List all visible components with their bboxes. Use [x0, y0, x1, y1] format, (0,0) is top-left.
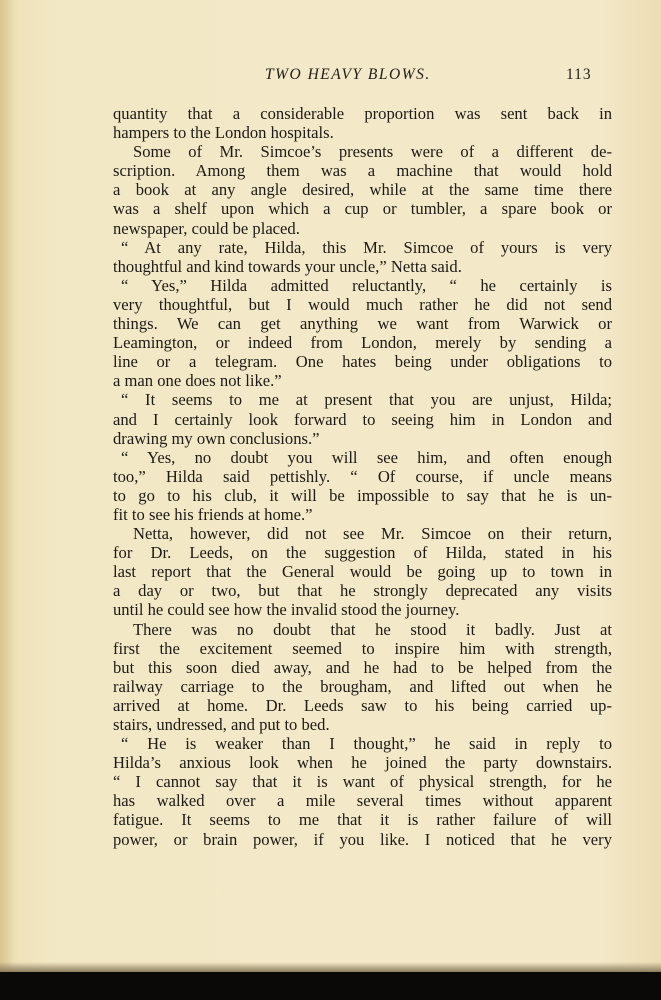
text-line: “ It seems to me at present that you are unjust, Hilda;: [121, 390, 612, 410]
text-line: Some of Mr. Simcoe’s presents were of a different de-: [133, 142, 612, 162]
body-text: [113, 104, 612, 849]
page-number: 113: [566, 66, 592, 83]
text-line: was a shelf upon which a cup or tumbler, a spare book or: [113, 199, 612, 219]
running-title: TWO HEAVY BLOWS.: [265, 66, 431, 83]
text-line: a book at any angle desired, while at the same time there: [113, 180, 612, 200]
text-line: “ Yes, no doubt you will see him, and often enough: [121, 447, 612, 467]
text-line: “ Yes,” Hilda admitted reluctantly, “ he certainly is: [121, 275, 612, 295]
text-line: for Dr. Leeds, on the suggestion of Hilda, stated in his: [113, 543, 612, 563]
text-line: a day or two, but that he strongly deprecated any visits: [113, 581, 612, 601]
text-line: has walked over a mile several times without apparent: [113, 791, 612, 811]
text-line: fit to see his friends at home.”: [113, 504, 313, 524]
text-line: line or a telegram. One hates being under obligations to: [113, 352, 612, 372]
scan-bottom-border: [0, 972, 661, 1000]
text-line: newspaper, could be placed.: [113, 218, 300, 238]
text-line: but this soon died away, and he had to be helped from the: [113, 657, 612, 677]
text-line: power, or brain power, if you like. I noticed that he very: [113, 829, 612, 849]
text-line: Leamington, or indeed from London, merely by sending a: [113, 333, 612, 353]
text-line: very thoughtful, but I would much rather he did not send: [113, 294, 612, 314]
text-line: thoughtful and kind towards your uncle,” Netta said.: [113, 256, 462, 276]
text-line: scription. Among them was a machine that would hold: [113, 161, 612, 181]
page-header: [0, 66, 661, 86]
text-line: “ At any rate, Hilda, this Mr. Simcoe of yours is very: [121, 237, 612, 257]
text-line: quantity that a considerable proportion was sent back in: [113, 104, 612, 123]
text-line: “ I cannot say that it is want of physical strength, for he: [113, 772, 612, 792]
text-line: first the excitement seemed to inspire him with strength,: [113, 638, 612, 658]
text-line: “ He is weaker than I thought,” he said in reply to: [121, 734, 612, 754]
page-gutter-shadow: [0, 0, 14, 1000]
text-line: stairs, undressed, and put to bed.: [113, 715, 330, 734]
text-line: There was no doubt that he stood it badly. Just at: [133, 619, 612, 639]
text-line: last report that the General would be going up to town in: [113, 562, 612, 582]
text-line: drawing my own conclusions.”: [113, 428, 320, 448]
text-line: Hilda’s anxious look when he joined the party downstairs.: [113, 753, 612, 773]
text-line: Netta, however, did not see Mr. Simcoe on their return,: [133, 524, 612, 544]
text-line: and I certainly look forward to seeing him in London and: [113, 409, 612, 429]
text-line: fatigue. It seems to me that it is rather failure of will: [113, 810, 612, 830]
text-line: hampers to the London hospitals.: [113, 123, 334, 143]
text-line: things. We can get anything we want from Warwick or: [113, 314, 612, 334]
text-line: until he could see how the invalid stood the journey.: [113, 600, 460, 620]
text-line: to go to his club, it will be impossible to say that he is un-: [113, 485, 612, 505]
page-bottom-shadow: [0, 962, 661, 972]
text-line: railway carriage to the brougham, and lifted out when he: [113, 676, 612, 696]
text-line: arrived at home. Dr. Leeds saw to his being carried up-: [113, 695, 612, 715]
text-line: a man one does not like.”: [113, 371, 282, 391]
text-line: too,” Hilda said pettishly. “ Of course, if uncle means: [113, 466, 612, 486]
